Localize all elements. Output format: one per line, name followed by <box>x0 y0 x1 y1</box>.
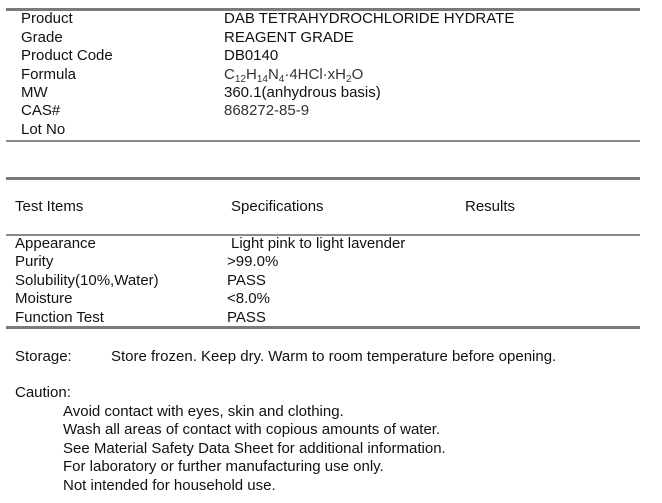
row-spec: Light pink to light lavender <box>231 235 406 252</box>
caution-line: Not intended for household use. <box>63 477 276 494</box>
cas-value: 868272-85-9 <box>224 102 310 119</box>
row-spec: <8.0% <box>227 290 270 307</box>
mw-label: MW <box>21 84 48 101</box>
formula-label: Formula <box>21 66 77 83</box>
product-label: Product <box>21 10 73 27</box>
info-bottom-divider <box>6 140 640 142</box>
row-item: Solubility(10%,Water) <box>15 272 159 289</box>
caution-line: See Material Safety Data Sheet for additional information. <box>63 440 446 457</box>
cas-label: CAS# <box>21 102 61 119</box>
product-code-label: Product Code <box>21 47 113 64</box>
product-code-value: DB0140 <box>224 47 279 64</box>
grade-label: Grade <box>21 29 63 46</box>
row-spec: >99.0% <box>227 253 279 270</box>
header-results: Results <box>465 198 516 215</box>
row-spec: PASS <box>227 272 266 289</box>
row-item: Moisture <box>15 290 73 307</box>
row-item: Function Test <box>15 309 104 326</box>
caution-line: Avoid contact with eyes, skin and clothing. <box>63 403 344 420</box>
lot-label: Lot No <box>21 121 66 138</box>
caution-line: For laboratory or further manufacturing use only. <box>63 458 384 475</box>
row-item: Purity <box>15 253 54 270</box>
storage-text: Store frozen. Keep dry. Warm to room temperature before opening. <box>111 348 557 365</box>
mw-value: 360.1(anhydrous basis) <box>224 84 381 101</box>
table-bottom-divider <box>6 326 640 329</box>
formula-value: $C_{12}H_{14}N_4\cdot 4HCl\cdot xH_2O$ <box>224 66 364 85</box>
header-test-items: Test Items <box>15 198 84 215</box>
caution-line: Wash all areas of contact with copious amounts of water. <box>63 421 441 438</box>
row-item: Appearance <box>15 235 96 252</box>
caution-label: Caution: <box>15 384 71 401</box>
storage-label: Storage: <box>15 348 72 365</box>
header-specifications: Specifications <box>231 198 324 215</box>
grade-value: REAGENT GRADE <box>224 29 354 46</box>
row-spec: PASS <box>227 309 266 326</box>
table-top-divider <box>6 177 640 180</box>
product-value: DAB TETRAHYDROCHLORIDE HYDRATE <box>224 10 515 27</box>
